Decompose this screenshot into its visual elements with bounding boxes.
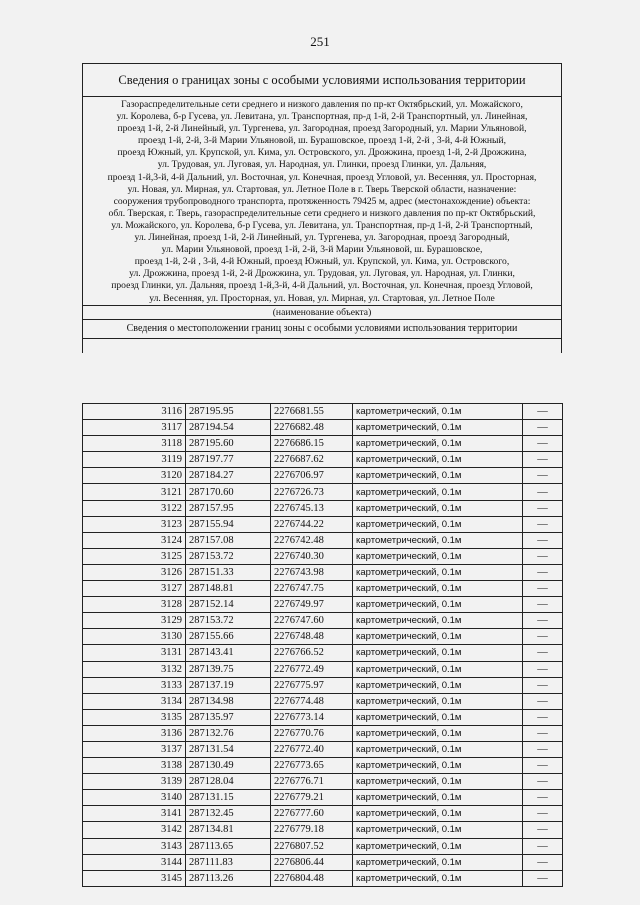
y-coordinate-cell: 2276776.71	[271, 774, 353, 790]
y-coordinate-cell: 2276745.13	[271, 500, 353, 516]
note-cell: —	[523, 838, 563, 854]
note-cell: —	[523, 564, 563, 580]
point-number-cell: 3122	[83, 500, 186, 516]
description-line: ул. Дрожжина, проезд 1-й, 2-й Дрожжина, ул. Трудовая, ул. Луговая, ул. Народная, ул. Глинки,	[129, 268, 515, 280]
description-line: проезд 1-й, 2-й, 3-й Марии Ульяновой, ш. Бурашовское, проезд 1-й, 2-й , 3-й, 4-й Южный,	[137, 135, 507, 147]
method-cell: картометрический, 0.1м	[353, 564, 523, 580]
note-cell: —	[523, 597, 563, 613]
section-title: Сведения о границах зоны с особыми условиями использования территории	[83, 64, 561, 97]
method-cell: картометрический, 0.1м	[353, 693, 523, 709]
method-cell: картометрический, 0.1м	[353, 548, 523, 564]
note-cell: —	[523, 790, 563, 806]
y-coordinate-cell: 2276749.97	[271, 597, 353, 613]
page-number: 251	[310, 34, 330, 49]
note-cell: —	[523, 452, 563, 468]
point-number-cell: 3132	[83, 661, 186, 677]
y-coordinate-cell: 2276772.40	[271, 741, 353, 757]
y-coordinate-cell: 2276779.21	[271, 790, 353, 806]
method-cell: картометрический, 0.1м	[353, 597, 523, 613]
note-cell: —	[523, 468, 563, 484]
x-coordinate-cell: 287134.98	[186, 693, 271, 709]
description-line: Газораспределительные сети среднего и низкого давления по пр-кт Октябрьский, ул. Можайского,	[121, 99, 523, 110]
object-description-text	[87, 99, 557, 305]
table-row	[83, 532, 563, 548]
table-row	[83, 661, 563, 677]
description-line: обл. Тверская, г. Тверь, газораспределительные сети среднего и низкого давления по пр-кт Октябрьский,	[108, 207, 536, 219]
x-coordinate-cell: 287132.76	[186, 725, 271, 741]
x-coordinate-cell: 287170.60	[186, 484, 271, 500]
y-coordinate-cell: 2276742.48	[271, 532, 353, 548]
location-title: Сведения о местоположении границ зоны с особыми условиями использования территории	[83, 320, 561, 339]
y-coordinate-cell: 2276747.75	[271, 581, 353, 597]
table-row	[83, 468, 563, 484]
table-row	[83, 436, 563, 452]
y-coordinate-cell: 2276706.97	[271, 468, 353, 484]
note-cell: —	[523, 532, 563, 548]
y-coordinate-cell: 2276772.49	[271, 661, 353, 677]
table-row	[83, 548, 563, 564]
method-cell: картометрический, 0.1м	[353, 661, 523, 677]
point-number-cell: 3136	[83, 725, 186, 741]
x-coordinate-cell: 287143.41	[186, 645, 271, 661]
method-cell: картометрический, 0.1м	[353, 741, 523, 757]
description-line: ул. Весенняя, ул. Просторная, ул. Новая, ул. Мирная, ул. Стартовая, ул. Летное Поле	[149, 292, 495, 304]
x-coordinate-cell: 287155.94	[186, 516, 271, 532]
description-line: ул. Марии Ульяновой, проезд 1-й, 2-й, 3-й Марии Ульяновой, ш. Бурашовское,	[161, 244, 483, 256]
y-coordinate-cell: 2276740.30	[271, 548, 353, 564]
note-cell: —	[523, 661, 563, 677]
method-cell: картометрический, 0.1м	[353, 484, 523, 500]
y-coordinate-cell: 2276686.15	[271, 436, 353, 452]
method-cell: картометрический, 0.1м	[353, 725, 523, 741]
point-number-cell: 3142	[83, 822, 186, 838]
method-cell: картометрический, 0.1м	[353, 436, 523, 452]
x-coordinate-cell: 287153.72	[186, 613, 271, 629]
note-cell: —	[523, 404, 563, 420]
x-coordinate-cell: 287132.45	[186, 806, 271, 822]
description-line: ул. Трудовая, ул. Луговая, ул. Народная, ул. Глинки, проезд Глинки, ул. Дальняя,	[157, 159, 487, 171]
note-cell: —	[523, 613, 563, 629]
y-coordinate-cell: 2276777.60	[271, 806, 353, 822]
x-coordinate-cell: 287194.54	[186, 420, 271, 436]
method-cell: картометрический, 0.1м	[353, 790, 523, 806]
x-coordinate-cell: 287128.04	[186, 774, 271, 790]
point-number-cell: 3144	[83, 854, 186, 870]
method-cell: картометрический, 0.1м	[353, 532, 523, 548]
y-coordinate-cell: 2276773.65	[271, 758, 353, 774]
description-line: проезд Южный, ул. Крупской, ул. Кима, ул. Островского, ул. Дрожжина, проезд 1-й, 2-й Дрожжина,	[117, 147, 527, 159]
y-coordinate-cell: 2276770.76	[271, 725, 353, 741]
point-number-cell: 3135	[83, 709, 186, 725]
table-row	[83, 452, 563, 468]
note-cell: —	[523, 741, 563, 757]
object-name-caption: (наименование объекта)	[83, 305, 561, 319]
note-cell: —	[523, 629, 563, 645]
note-cell: —	[523, 709, 563, 725]
method-cell: картометрический, 0.1м	[353, 629, 523, 645]
method-cell: картометрический, 0.1м	[353, 838, 523, 854]
note-cell: —	[523, 548, 563, 564]
point-number-cell: 3116	[83, 404, 186, 420]
y-coordinate-cell: 2276766.52	[271, 645, 353, 661]
description-line: проезд 1-й, 2-й Линейный, ул. Тургенева, ул. Загородная, проезд Загородный, ул. Марии Ульяновой,	[117, 123, 527, 135]
method-cell: картометрический, 0.1м	[353, 758, 523, 774]
note-cell: —	[523, 758, 563, 774]
method-cell: картометрический, 0.1м	[353, 806, 523, 822]
y-coordinate-cell: 2276726.73	[271, 484, 353, 500]
point-number-cell: 3128	[83, 597, 186, 613]
point-number-cell: 3138	[83, 758, 186, 774]
x-coordinate-cell: 287195.95	[186, 404, 271, 420]
point-number-cell: 3143	[83, 838, 186, 854]
y-coordinate-cell: 2276747.60	[271, 613, 353, 629]
point-number-cell: 3133	[83, 677, 186, 693]
method-cell: картометрический, 0.1м	[353, 645, 523, 661]
y-coordinate-cell: 2276807.52	[271, 838, 353, 854]
x-coordinate-cell: 287137.19	[186, 677, 271, 693]
y-coordinate-cell: 2276773.14	[271, 709, 353, 725]
table-row	[83, 629, 563, 645]
table-row	[83, 870, 563, 886]
point-number-cell: 3123	[83, 516, 186, 532]
table-row	[83, 725, 563, 741]
point-number-cell: 3134	[83, 693, 186, 709]
point-number-cell: 3121	[83, 484, 186, 500]
method-cell: картометрический, 0.1м	[353, 774, 523, 790]
table-row	[83, 404, 563, 420]
x-coordinate-cell: 287155.66	[186, 629, 271, 645]
note-cell: —	[523, 420, 563, 436]
table-row	[83, 774, 563, 790]
note-cell: —	[523, 806, 563, 822]
note-cell: —	[523, 854, 563, 870]
method-cell: картометрический, 0.1м	[353, 581, 523, 597]
x-coordinate-cell: 287157.08	[186, 532, 271, 548]
note-cell: —	[523, 774, 563, 790]
y-coordinate-cell: 2276775.97	[271, 677, 353, 693]
method-cell: картометрический, 0.1м	[353, 709, 523, 725]
table-row	[83, 581, 563, 597]
table-row	[83, 709, 563, 725]
x-coordinate-cell: 287157.95	[186, 500, 271, 516]
description-line: ул. Можайского, ул. Королева, б-р Гусева, ул. Левитана, ул. Транспортная, пр-д 1-й, 2-й Транспортный,	[111, 219, 533, 231]
description-line: ул. Линейная, проезд 1-й, 2-й Линейный, ул. Тургенева, ул. Загородная, проезд Загородный,	[134, 232, 510, 244]
zone-info-frame	[82, 63, 562, 353]
note-cell: —	[523, 500, 563, 516]
method-cell: картометрический, 0.1м	[353, 404, 523, 420]
point-number-cell: 3140	[83, 790, 186, 806]
y-coordinate-cell: 2276682.48	[271, 420, 353, 436]
point-number-cell: 3145	[83, 870, 186, 886]
y-coordinate-cell: 2276774.48	[271, 693, 353, 709]
x-coordinate-cell: 287197.77	[186, 452, 271, 468]
x-coordinate-cell: 287131.54	[186, 741, 271, 757]
x-coordinate-cell: 287113.26	[186, 870, 271, 886]
x-coordinate-cell: 287139.75	[186, 661, 271, 677]
point-number-cell: 3124	[83, 532, 186, 548]
point-number-cell: 3129	[83, 613, 186, 629]
description-line: проезд Глинки, ул. Дальняя, проезд 1-й,3-й, 4-й Дальний, ул. Восточная, ул. Конечная, проезд Угловой,	[111, 280, 533, 292]
table-row	[83, 758, 563, 774]
method-cell: картометрический, 0.1м	[353, 420, 523, 436]
method-cell: картометрический, 0.1м	[353, 516, 523, 532]
method-cell: картометрический, 0.1м	[353, 854, 523, 870]
point-number-cell: 3120	[83, 468, 186, 484]
table-row	[83, 597, 563, 613]
x-coordinate-cell: 287152.14	[186, 597, 271, 613]
y-coordinate-cell: 2276687.62	[271, 452, 353, 468]
y-coordinate-cell: 2276743.98	[271, 564, 353, 580]
x-coordinate-cell: 287184.27	[186, 468, 271, 484]
description-line: сооружения трубопроводного транспорта, протяженность 79425 м, адрес (местонахождение) объекта:	[113, 195, 531, 207]
point-number-cell: 3126	[83, 564, 186, 580]
x-coordinate-cell: 287153.72	[186, 548, 271, 564]
table-row	[83, 645, 563, 661]
description-line: проезд 1-й, 2-й , 3-й, 4-й Южный, проезд Южный, ул. Крупской, ул. Кима, ул. Островского,	[134, 256, 510, 268]
table-row	[83, 854, 563, 870]
description-line: ул. Новая, ул. Мирная, ул. Стартовая, ул. Летное Поле в г. Тверь Тверской области, назначение:	[127, 183, 517, 195]
point-number-cell: 3119	[83, 452, 186, 468]
method-cell: картометрический, 0.1м	[353, 468, 523, 484]
point-number-cell: 3131	[83, 645, 186, 661]
note-cell: —	[523, 725, 563, 741]
table-row	[83, 500, 563, 516]
y-coordinate-cell: 2276681.55	[271, 404, 353, 420]
point-number-cell: 3141	[83, 806, 186, 822]
table-row	[83, 677, 563, 693]
y-coordinate-cell: 2276779.18	[271, 822, 353, 838]
y-coordinate-cell: 2276744.22	[271, 516, 353, 532]
note-cell: —	[523, 870, 563, 886]
x-coordinate-cell: 287111.83	[186, 854, 271, 870]
y-coordinate-cell: 2276804.48	[271, 870, 353, 886]
point-number-cell: 3117	[83, 420, 186, 436]
x-coordinate-cell: 287113.65	[186, 838, 271, 854]
table-row	[83, 516, 563, 532]
table-spacer	[83, 339, 561, 353]
point-number-cell: 3118	[83, 436, 186, 452]
method-cell: картометрический, 0.1м	[353, 613, 523, 629]
note-cell: —	[523, 484, 563, 500]
method-cell: картометрический, 0.1м	[353, 452, 523, 468]
table-row	[83, 484, 563, 500]
table-row	[83, 806, 563, 822]
method-cell: картометрический, 0.1м	[353, 870, 523, 886]
note-cell: —	[523, 516, 563, 532]
note-cell: —	[523, 822, 563, 838]
table-row	[83, 693, 563, 709]
object-description	[83, 97, 561, 320]
point-number-cell: 3130	[83, 629, 186, 645]
point-number-cell: 3139	[83, 774, 186, 790]
point-number-cell: 3137	[83, 741, 186, 757]
x-coordinate-cell: 287148.81	[186, 581, 271, 597]
table-row	[83, 420, 563, 436]
note-cell: —	[523, 645, 563, 661]
x-coordinate-cell: 287131.15	[186, 790, 271, 806]
table-row	[83, 613, 563, 629]
x-coordinate-cell: 287135.97	[186, 709, 271, 725]
description-line: проезд 1-й,3-й, 4-й Дальний, ул. Восточная, ул. Конечная, проезд Угловой, ул. Весенняя, ул. Просторная,	[107, 171, 537, 183]
table-row	[83, 741, 563, 757]
coordinates-table	[82, 403, 563, 887]
note-cell: —	[523, 693, 563, 709]
x-coordinate-cell: 287130.49	[186, 758, 271, 774]
method-cell: картометрический, 0.1м	[353, 677, 523, 693]
point-number-cell: 3125	[83, 548, 186, 564]
x-coordinate-cell: 287134.81	[186, 822, 271, 838]
table-row	[83, 822, 563, 838]
table-row	[83, 564, 563, 580]
y-coordinate-cell: 2276748.48	[271, 629, 353, 645]
method-cell: картометрический, 0.1м	[353, 822, 523, 838]
note-cell: —	[523, 677, 563, 693]
y-coordinate-cell: 2276806.44	[271, 854, 353, 870]
note-cell: —	[523, 436, 563, 452]
table-row	[83, 790, 563, 806]
table-row	[83, 838, 563, 854]
method-cell: картометрический, 0.1м	[353, 500, 523, 516]
note-cell: —	[523, 581, 563, 597]
x-coordinate-cell: 287195.60	[186, 436, 271, 452]
x-coordinate-cell: 287151.33	[186, 564, 271, 580]
point-number-cell: 3127	[83, 581, 186, 597]
description-line: ул. Королева, б-р Гусева, ул. Левитана, ул. Транспортная, пр-д 1-й, 2-й Транспортный, ул. Линейная,	[116, 111, 528, 123]
